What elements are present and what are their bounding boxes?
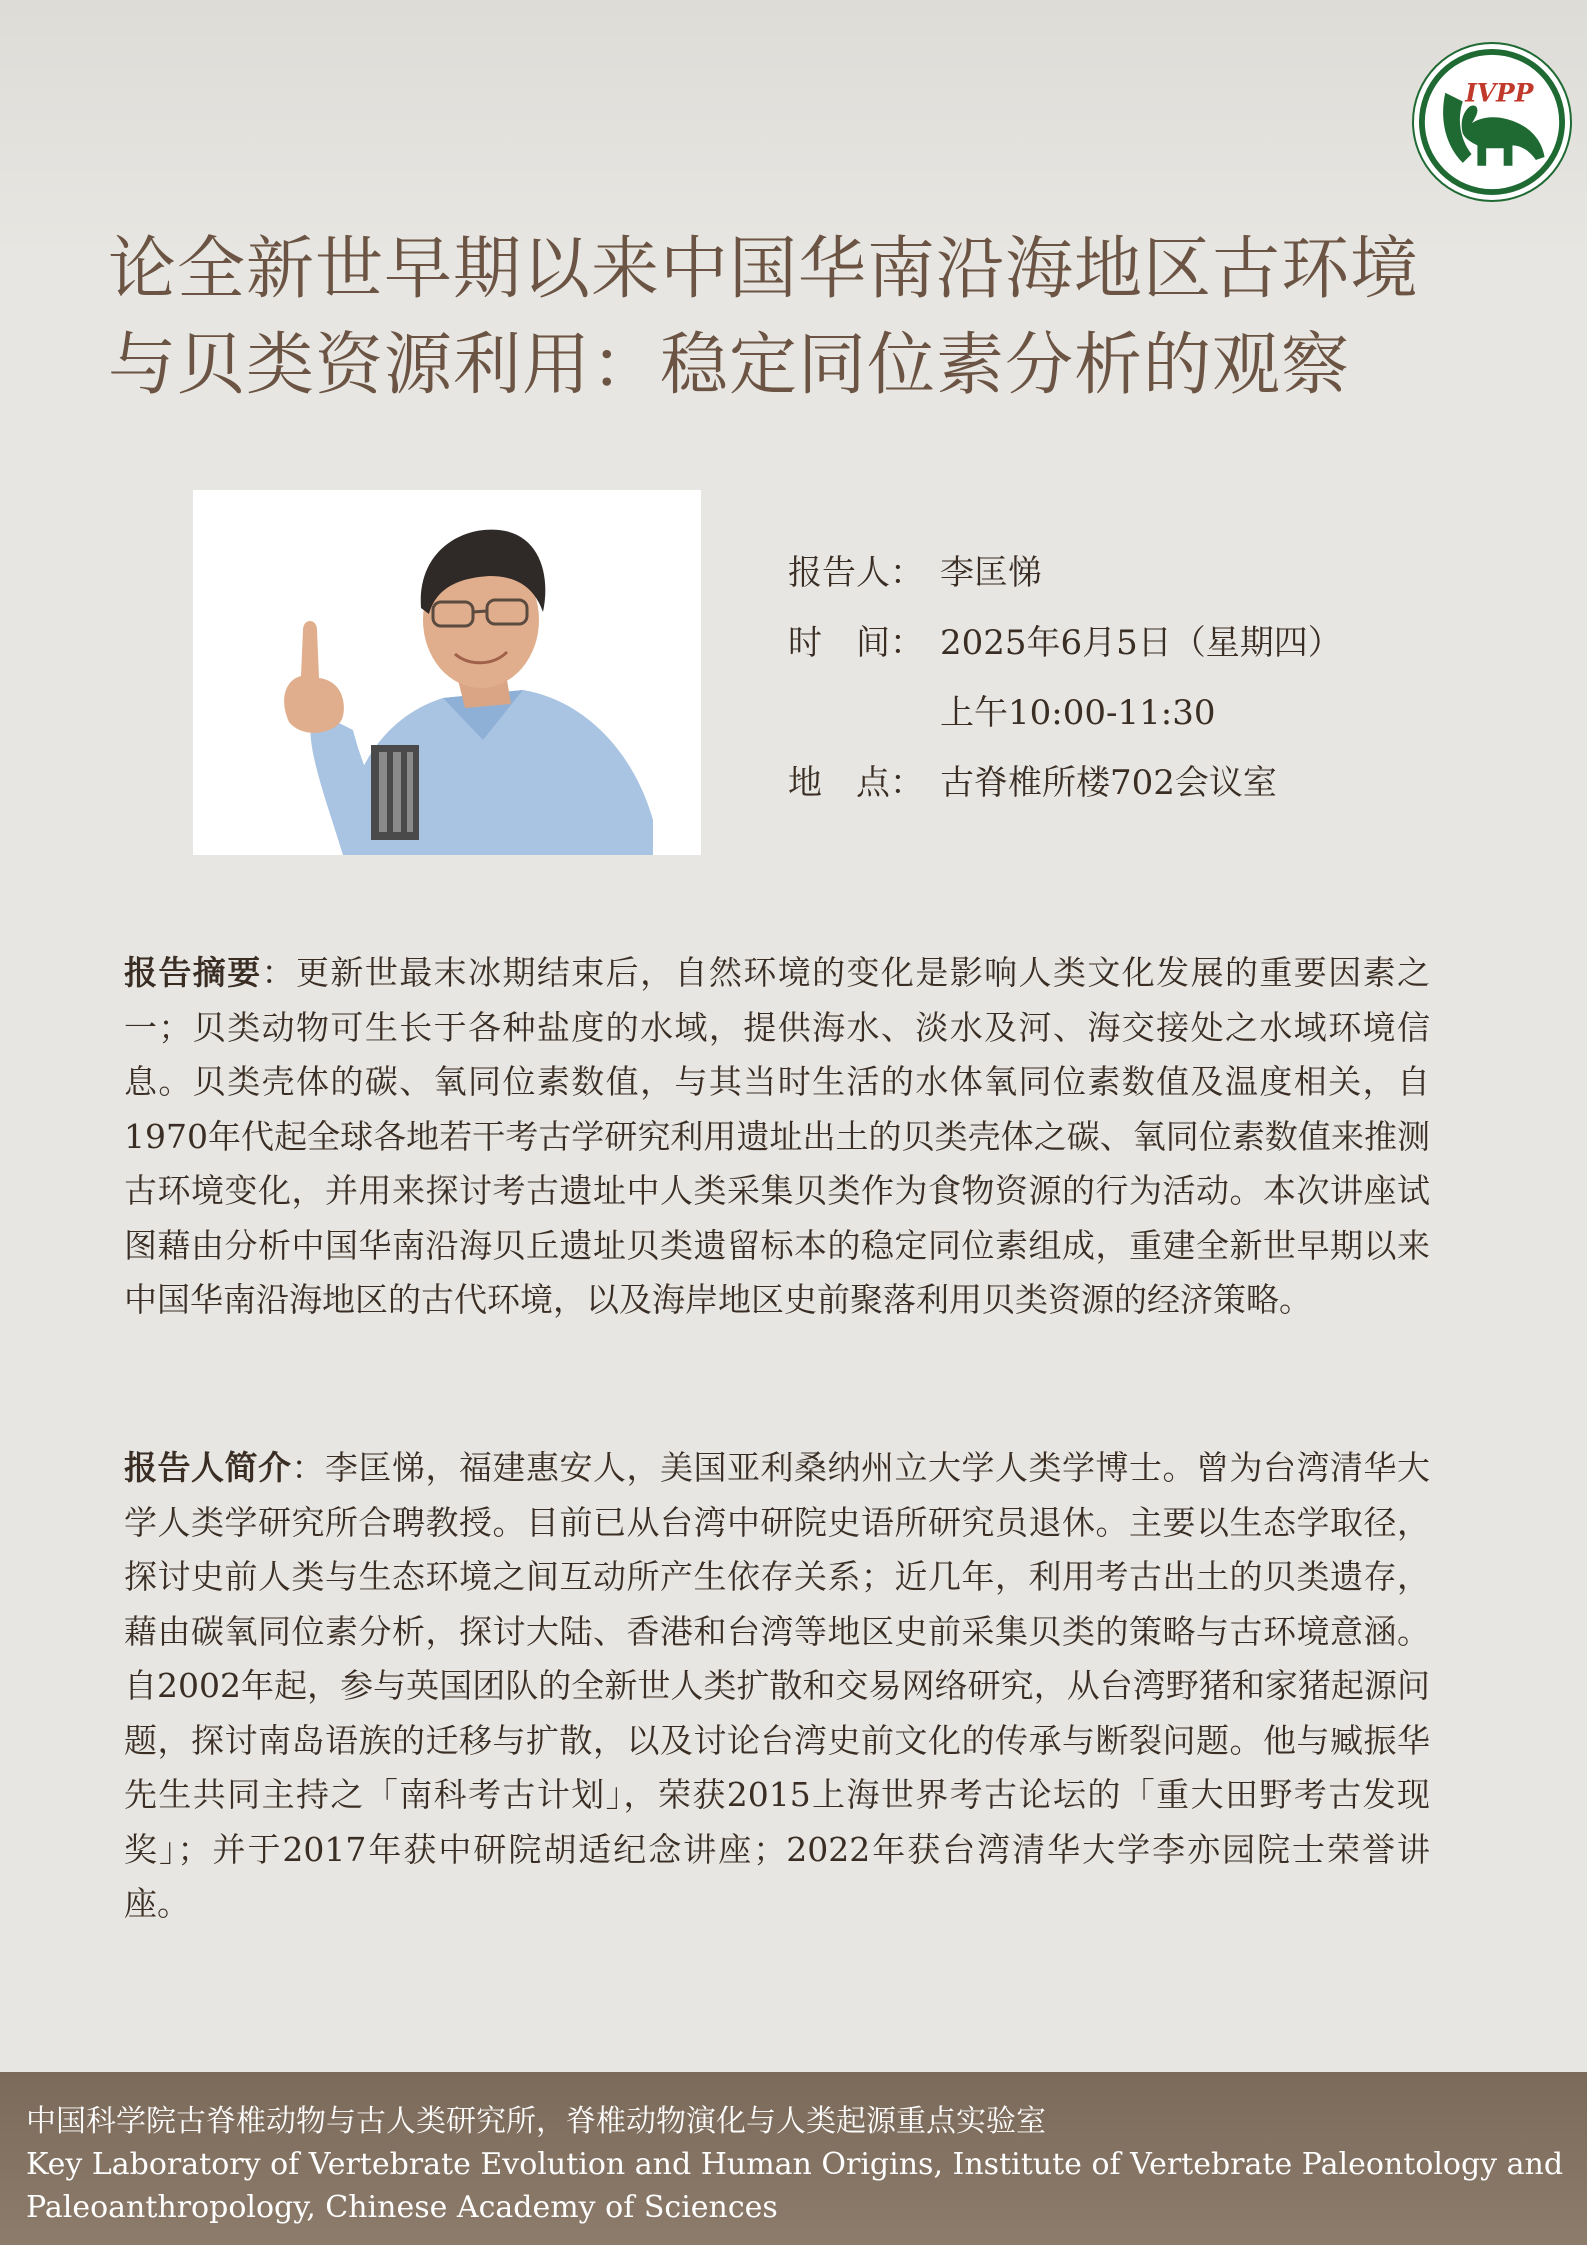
bio-label: 报告人简介 [124, 1448, 292, 1487]
place-row [788, 748, 1342, 818]
event-info [788, 538, 1342, 818]
abstract-paragraph [124, 946, 1430, 1328]
footer-line-english-1: Key Laboratory of Vertebrate Evolution and Human Origins, Institute of Vertebrate Paleontology and [26, 2147, 1564, 2182]
bio-paragraph [124, 1441, 1430, 1932]
speaker-name: 李匡悌 [940, 553, 1042, 593]
footer [0, 2072, 1587, 2245]
time-range-row [788, 678, 1342, 748]
bio-text: ：李匡悌，福建惠安人，美国亚利桑纳州立大学人类学博士。曾为台湾清华大学人类学研究所合聘教授。目前已从台湾中研院史语所研究员退休。主要以生态学取径，探讨史前人类与生态环境之间互动所产生依存关系；近几年，利用考古出土的贝类遗存，藉由碳氧同位素分析，探讨大陆、香港和台湾等地区史前采集贝类的策略与古环境意涵。自2002年起，参与英国团队的全新世人类扩散和交易网络研究，从台湾野猪和家猪起源问题，探讨南岛语族的迁移与扩散，以及讨论台湾史前文化的传承与断裂问题。他与臧振华先生共同主持之「南科考古计划」，荣获2015上海世界考古论坛的「重大田野考古发现奖」；并于2017年获中研院胡适纪念讲座；2022年获台湾清华大学李亦园院士荣誉讲座。 [124, 1448, 1430, 1923]
footer-line-chinese: 中国科学院古脊椎动物与古人类研究所，脊椎动物演化与人类起源重点实验室 [26, 2104, 1046, 2139]
event-date: 2025年6月5日（星期四） [940, 623, 1342, 663]
dinosaur-head-logo-icon [1419, 49, 1565, 195]
svg-text:IVPP: IVPP [1465, 78, 1534, 108]
abstract-label: 报告摘要 [124, 953, 262, 992]
speaker-portrait [193, 490, 701, 855]
speaker-row [788, 538, 1342, 608]
title-line-2: 与贝类资源利用：稳定同位素分析的观察 [108, 326, 1351, 405]
place-label: 地 点： [788, 763, 924, 803]
event-time: 上午10:00-11:30 [940, 693, 1216, 733]
event-place: 古脊椎所楼702会议室 [940, 763, 1277, 803]
speaker-portrait-illustration [193, 490, 701, 855]
time-label: 时 间： [788, 623, 924, 663]
time-row [788, 608, 1342, 678]
page-title [108, 222, 1508, 414]
ivpp-logo [1414, 44, 1570, 200]
speaker-label: 报告人： [788, 553, 924, 593]
footer-line-english-2: Paleoanthropology, Chinese Academy of Sciences [26, 2190, 778, 2225]
title-line-1: 论全新世早期以来中国华南沿海地区古环境 [108, 230, 1420, 309]
abstract-text: ：更新世最末冰期结束后，自然环境的变化是影响人类文化发展的重要因素之一；贝类动物可生长于各种盐度的水域，提供海水、淡水及河、海交接处之水域环境信息。贝类壳体的碳、氧同位素数值，与其当时生活的水体氧同位素数值及温度相关，自1970年代起全球各地若干考古学研究利用遗址出土的贝类壳体之碳、氧同位素数值来推测古环境变化，并用来探讨考古遗址中人类采集贝类作为食物资源的行为活动。本次讲座试图藉由分析中国华南沿海贝丘遗址贝类遗留标本的稳定同位素组成，重建全新世早期以来中国华南沿海地区的古代环境，以及海岸地区史前聚落利用贝类资源的经济策略。 [124, 953, 1431, 1319]
